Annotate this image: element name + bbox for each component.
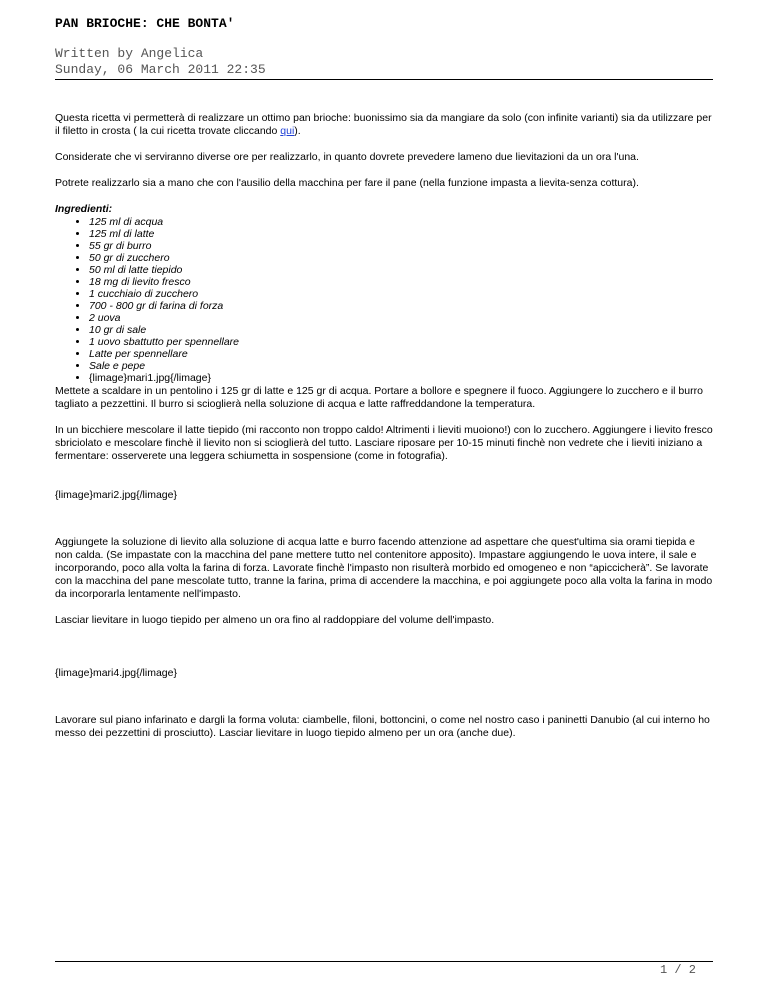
date-line: Sunday, 06 March 2011 22:35 xyxy=(55,62,266,77)
list-item: • 2 uova xyxy=(89,312,715,324)
image-placeholder: {limage}mari2.jpg{/limage} xyxy=(55,489,177,501)
article-title: PAN BRIOCHE: CHE BONTA' xyxy=(55,16,235,31)
ingredient-list-1 xyxy=(55,216,715,264)
intro-paragraph-2: Considerate che vi serviranno diverse ore per realizzarlo, in quanto dovrete prevedere lameno due lievitazioni da un ora l'una. xyxy=(55,151,639,163)
step-paragraph-3: Aggiungete la soluzione di lievito alla soluzione di acqua latte e burro facendo attenzione ad aspettare che quest'ultima sia orami tiepida e non calda. (Se impastate con la macchina del pane mettere tutto nel contenitore apposito). Impastare aggiungendo le uova intere, il sale e incorporando, poco alla volta la farina di forza. Lavorate finchè l'impasto non risulterà morbido ed omogeneo e non “apiccicherà”. Se lavorate con la macchina del pane mescolate tutto, tranne la farina, prima di accendere la macchina, e poi aggiungete poco alla volta la farina in modo da incorporarla lentamente nell'impasto. xyxy=(55,536,713,600)
list-item: • 125 ml di latte xyxy=(89,228,715,240)
ingredient-list-4 xyxy=(55,336,715,372)
list-item: • 1 uovo sbattutto per spennellare xyxy=(89,336,715,348)
image-placeholder-list xyxy=(55,372,715,385)
footer-divider xyxy=(55,961,713,962)
list-item: • Latte per spennellare xyxy=(89,348,715,360)
step-paragraph-4: Lasciar lievitare in luogo tiepido per almeno un ora fino al raddoppiare del volume dell'impasto. xyxy=(55,614,495,626)
page-number: 1 / 2 xyxy=(660,963,697,977)
step-paragraph-1: Mettete a scaldare in un pentolino i 125 gr di latte e 125 gr di acqua. Portare a bollore e spegnere il fuoco. Aggiungere lo zucchero e il burro tagliato a pezzettini. Il burro si scioglierà nella soluzione di acqua e latte raffreddandone la temperatura. xyxy=(55,385,703,410)
list-item: • 50 gr di zucchero xyxy=(89,252,715,264)
list-item: • Sale e pepe xyxy=(89,360,715,372)
list-item: • 10 gr di sale xyxy=(89,324,715,336)
image-placeholder: • {limage}mari1.jpg{/limage} xyxy=(89,372,715,385)
step-paragraph-2: In un bicchiere mescolare il latte tiepido (mi racconto non troppo caldo! Altrimenti i lieviti muoiono!) con lo zucchero. Aggiungere i lievito fresco sbriciolato e mescolare finchè il lievito non si scioglierà del tutto. Lasciare riposare per 10-15 minuti finchè non vedrete che i lieviti iniziano a fermentare: osserverete una leggera schiumetta in sospensione (come in fotografia). xyxy=(55,424,713,462)
ingredients-label: Ingredienti: xyxy=(55,203,113,215)
article-body xyxy=(55,112,715,753)
intro-paragraph-3: Potrete realizzarlo sia a mano che con l'ausilio della macchina per fare il pane (nella funzione impasta a lievita-senza cottura). xyxy=(55,177,639,189)
step-paragraph-5: Lavorare sul piano infarinato e dargli la forma voluta: ciambelle, filoni, bottoncini, o come nel nostro caso i paninetti Danubio (al cui interno ho messo dei pezzettini di prosciutto). Lasciar lievitare in luogo tiepido almeno per un ora (anche due). xyxy=(55,714,710,739)
header-divider xyxy=(55,79,713,80)
ingredient-list-2 xyxy=(55,264,715,300)
article-meta xyxy=(55,46,266,78)
list-item: • 1 cucchiaio di zucchero xyxy=(89,288,715,300)
list-item: • 55 gr di burro xyxy=(89,240,715,252)
author-line: Written by Angelica xyxy=(55,46,204,61)
recipe-link[interactable]: qui xyxy=(280,125,295,137)
list-item: • 125 ml di acqua xyxy=(89,216,715,228)
list-item: • 18 mg di lievito fresco xyxy=(89,276,715,288)
list-item: • 50 ml di latte tiepido xyxy=(89,264,715,276)
ingredient-list-3 xyxy=(55,300,715,336)
list-item: • 700 - 800 gr di farina di forza xyxy=(89,300,715,312)
image-placeholder: {limage}mari4.jpg{/limage} xyxy=(55,667,177,679)
intro-paragraph-1: Questa ricetta vi permetterà di realizzare un ottimo pan brioche: buonissimo sia da mangiare da solo (con infinite varianti) sia da utilizzare per il filetto in crosta ( la cui ricetta trovate cliccando qui). xyxy=(55,112,712,137)
